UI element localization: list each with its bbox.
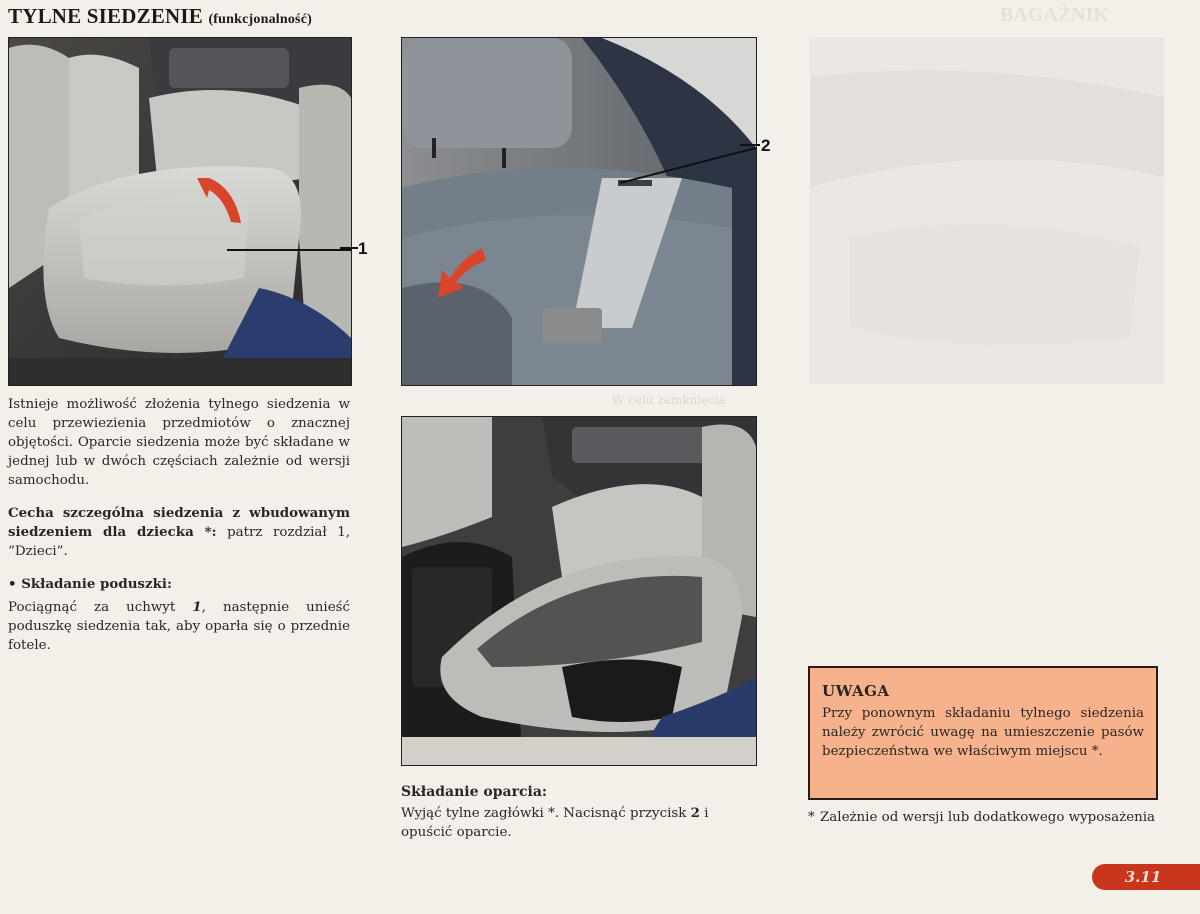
page-number: 3.11 xyxy=(1092,864,1200,890)
backrest-paragraph xyxy=(401,804,755,842)
faint-bleed-text: W celu zamknięcia xyxy=(612,393,726,407)
special-note-bold: Cecha szczególna siedzenia z wbudowanym siedzeniem dla dziecka *: xyxy=(8,505,350,540)
warning-title: UWAGA xyxy=(822,682,890,700)
cushion-text-before: Pociągnąć za uchwyt xyxy=(8,600,193,615)
title-sub: (funkcjonalność) xyxy=(208,12,312,27)
warning-box xyxy=(808,666,1158,800)
footnote-text: Zależnie od wersji lub dodatkowego wyposażenia xyxy=(820,810,1156,825)
backrest-heading: Składanie oparcia: xyxy=(401,784,548,800)
left-column-text xyxy=(8,395,350,669)
callout-1-leader xyxy=(340,247,358,251)
folded-seat-photo xyxy=(401,416,757,766)
callout-1: 1 xyxy=(358,239,368,258)
ghost-title: BAGAŻNIK xyxy=(1000,4,1109,26)
special-note-rest: patrz rozdział 1, “Dzieci”. xyxy=(8,525,350,559)
intro-paragraph: Istnieje możliwość złożenia tylnego siedzenia w celu przewiezienia przedmiotów o znacznej objętości. Oparcie siedzenia może być składane w jednej lub w dwóch częściach zależnie od wersji samochodu. xyxy=(8,397,350,488)
warning-body: Przy ponownym składaniu tylnego siedzenia należy zwrócić uwagę na umieszczenie pasów bezpieczeństwa we właściwym miejscu *. xyxy=(822,706,1144,759)
cushion-paragraph xyxy=(8,598,350,655)
footnote-mark: * xyxy=(808,810,815,825)
backrest-text-before: Wyjąć tylne zagłówki *. Nacisnąć przycisk xyxy=(401,806,691,821)
cushion-heading: • Składanie poduszki: xyxy=(8,576,172,592)
backrest-caption xyxy=(401,784,755,842)
callout-2-leader xyxy=(740,144,760,148)
cushion-text-after: , następnie unieść poduszkę siedzenia tak, aby oparła się o przednie fotele. xyxy=(8,600,351,653)
backrest-ref: 2 xyxy=(690,805,700,821)
special-note xyxy=(8,504,350,561)
backrest-text-after: i opuścić oparcie. xyxy=(401,806,709,840)
page-title xyxy=(8,4,312,29)
seat-backrest-photo xyxy=(401,37,757,386)
seat-cushion-photo xyxy=(8,37,352,386)
footnote xyxy=(808,810,1158,826)
callout-2: 2 xyxy=(761,136,771,155)
cushion-ref: 1 xyxy=(192,599,202,615)
title-main: TYLNE SIEDZENIE xyxy=(8,4,203,28)
faded-photo xyxy=(810,37,1164,384)
